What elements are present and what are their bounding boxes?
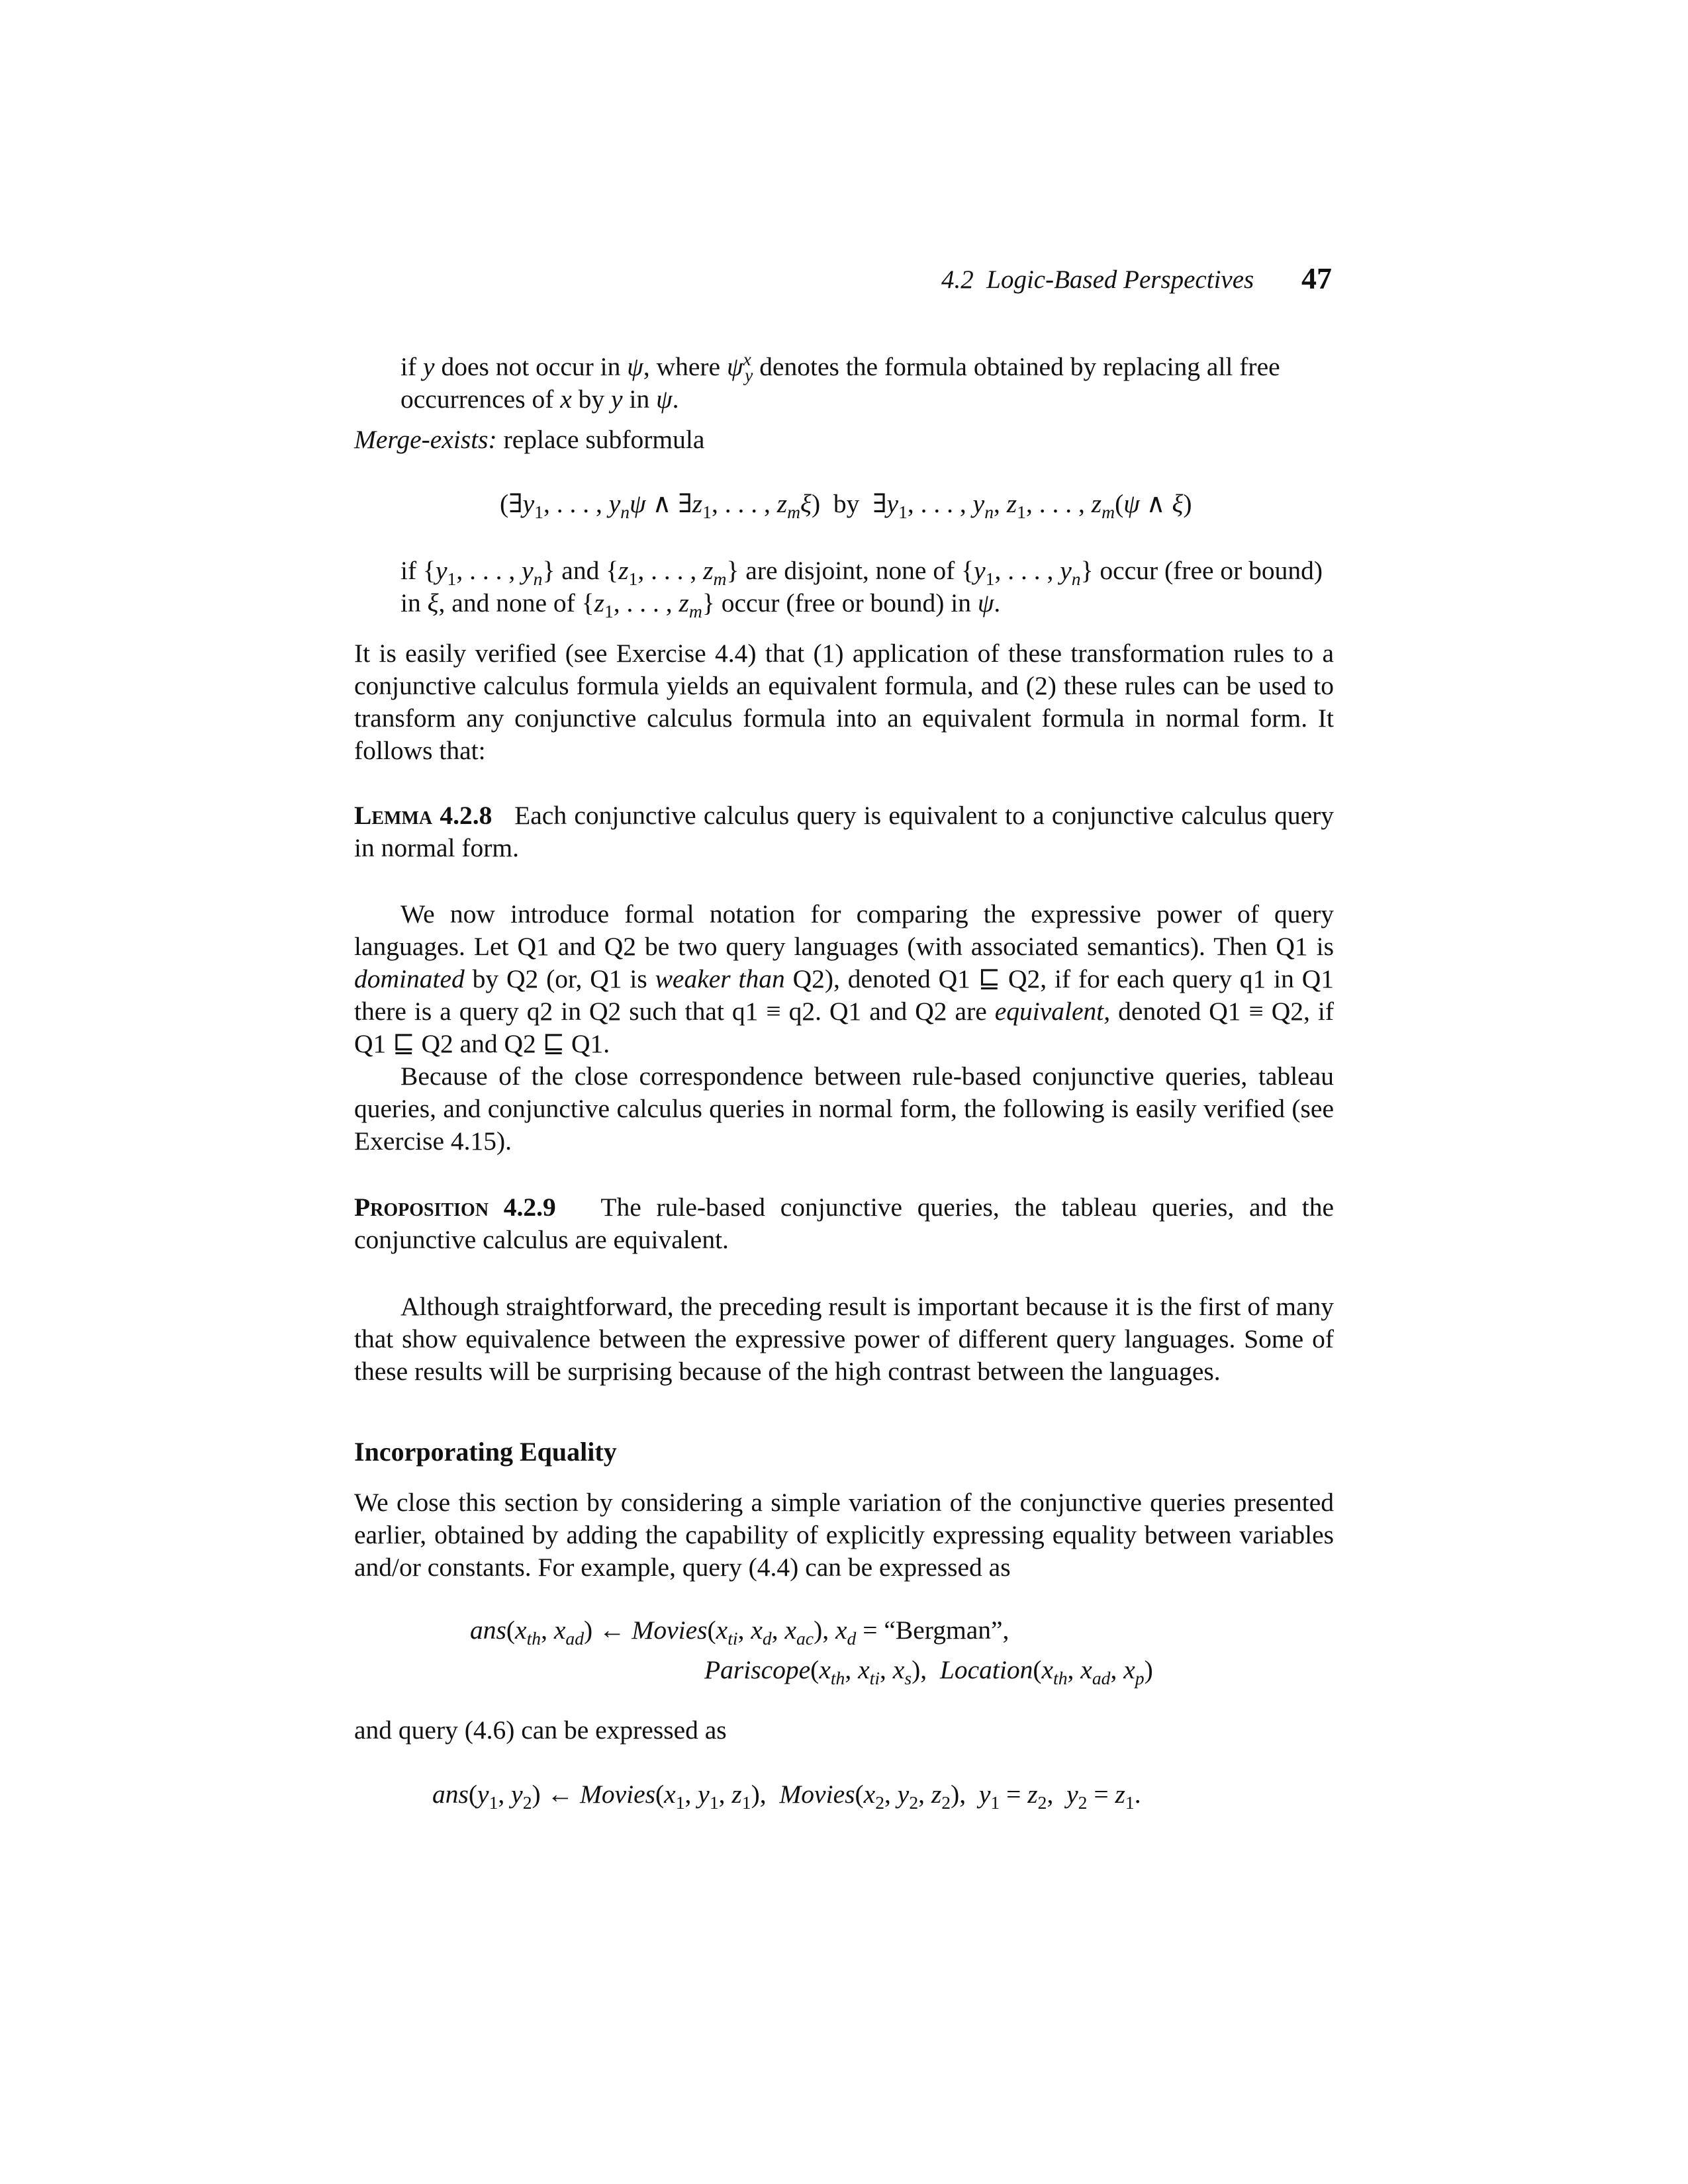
lemma-4-2-8 <box>354 799 1334 864</box>
proposition-label: Proposition 4.2.9 <box>354 1193 556 1222</box>
notation-part3: Q2), denoted Q1 ⊑ Q2, if for each query q1 in Q1 there is a query q2 in Q2 such that q1 ≡ q2. Q1 and Q2 are <box>354 964 1334 1026</box>
rename-condition-line1: if y does not occur in ψ, where $\psi^x_y$ denotes the formula obtained by replacing all free <box>400 348 1280 385</box>
notation-part1: We now introduce formal notation for comparing the expressive power of query languages. Let Q1 and Q2 be two query languages (with associated semantics). Then Q1 is <box>354 899 1334 961</box>
term-weaker-than: weaker than <box>655 964 785 993</box>
rename-condition-line2: occurrences of x by y in ψ. <box>400 385 679 414</box>
paragraph-although: Although straightforward, the preceding result is important because it is the first of many that show equivalence between the expressive power of different query languages. Some of these results will be surprising because of the high contrast between the languages. <box>354 1292 1334 1386</box>
rename-condition <box>400 348 1334 416</box>
merge-condition-line1: if {$y_1$, . . . , $y_n$} and {$z_1$, . . . , $z_m$} are disjoint, none of {$y_1$, . . . , $y_n$} occur (free or bound) <box>400 556 1323 589</box>
paragraph-verified: It is easily verified (see Exercise 4.4) that (1) application of these transformation rules to a conjunctive calculus formula yields an equivalent formula, and (2) these rules can be used to transform any conjunctive calculus formula into an equivalent formula in normal form. It follows that: <box>354 639 1334 765</box>
merge-exists-text: replace subformula <box>503 425 705 454</box>
notation-part4: denoted Q1 ≡ Q2, if Q1 ⊑ Q2 and Q2 ⊑ Q1. <box>354 997 1335 1058</box>
query-4-6: $ans(y_1$, $y_2$) ← $Movies(x_1$, $y_1$, $z_1$), $Movies(x_2$, $y_2$, $z_2$), $y_1 = z_2$, $y_2 = z_1$. <box>432 1780 1141 1813</box>
merge-condition <box>400 555 1334 619</box>
lemma-label: Lemma 4.2.8 <box>354 801 492 830</box>
proposition-4-2-9 <box>354 1191 1334 1256</box>
term-equivalent: equivalent, <box>994 997 1111 1026</box>
merge-exists-label: Merge-exists: <box>354 425 497 454</box>
query-4-4-line1: $ans(x_{th}$, $x_{ad}$) ← $Movies(x_{ti}$, $x_d$, $x_{ac}$), $x_d$ = “Bergman”, <box>470 1615 1009 1649</box>
merge-condition-line2: in ξ, and none of {$z_1$, . . . , $z_m$} occur (free or bound) in ψ. <box>400 588 1001 621</box>
term-dominated: dominated <box>354 964 465 993</box>
notation-part2: by Q2 (or, Q1 is <box>472 964 647 993</box>
merge-exists-rule <box>354 424 1334 456</box>
query-4-4-line2: $Pariscope(x_{th}$, $x_{ti}$, $x_s$), $Location(x_{th}$, $x_{ad}$, $x_p$) <box>704 1655 1153 1688</box>
section-intro: We close this section by considering a simple variation of the conjunctive queries presented earlier, obtained by adding the capability of explicitly expressing equality between variables and/or constants. For example, query (4.4) can be expressed as <box>354 1488 1334 1582</box>
between-text: and query (4.6) can be expressed as <box>354 1715 727 1745</box>
merge-exists-formula: ($\exists y_1$, . . . , $y_n\psi$ ∧ $\exists z_1$, . . . , $z_m\xi$) by $\exists y_1$, . . . , $y_n$, $z_1$, . . . , $z_m(\psi$ ∧ ξ) <box>500 489 1192 522</box>
section-heading: Incorporating Equality <box>354 1437 617 1467</box>
running-title: 4.2 Logic-Based Perspectives <box>941 265 1254 294</box>
page-number: 47 <box>1301 261 1332 295</box>
proposition-text: The rule-based conjunctive queries, the tableau queries, and the conjunctive calculus are equivalent. <box>354 1193 1334 1254</box>
paragraph-notation <box>354 898 1334 1060</box>
paragraph-correspondence: Because of the close correspondence between rule-based conjunctive queries, tableau queries, and conjunctive calculus queries in normal form, the following is easily verified (see Exercise 4.15). <box>354 1062 1334 1156</box>
lemma-text: Each conjunctive calculus query is equivalent to a conjunctive calculus query in normal form. <box>354 801 1335 862</box>
